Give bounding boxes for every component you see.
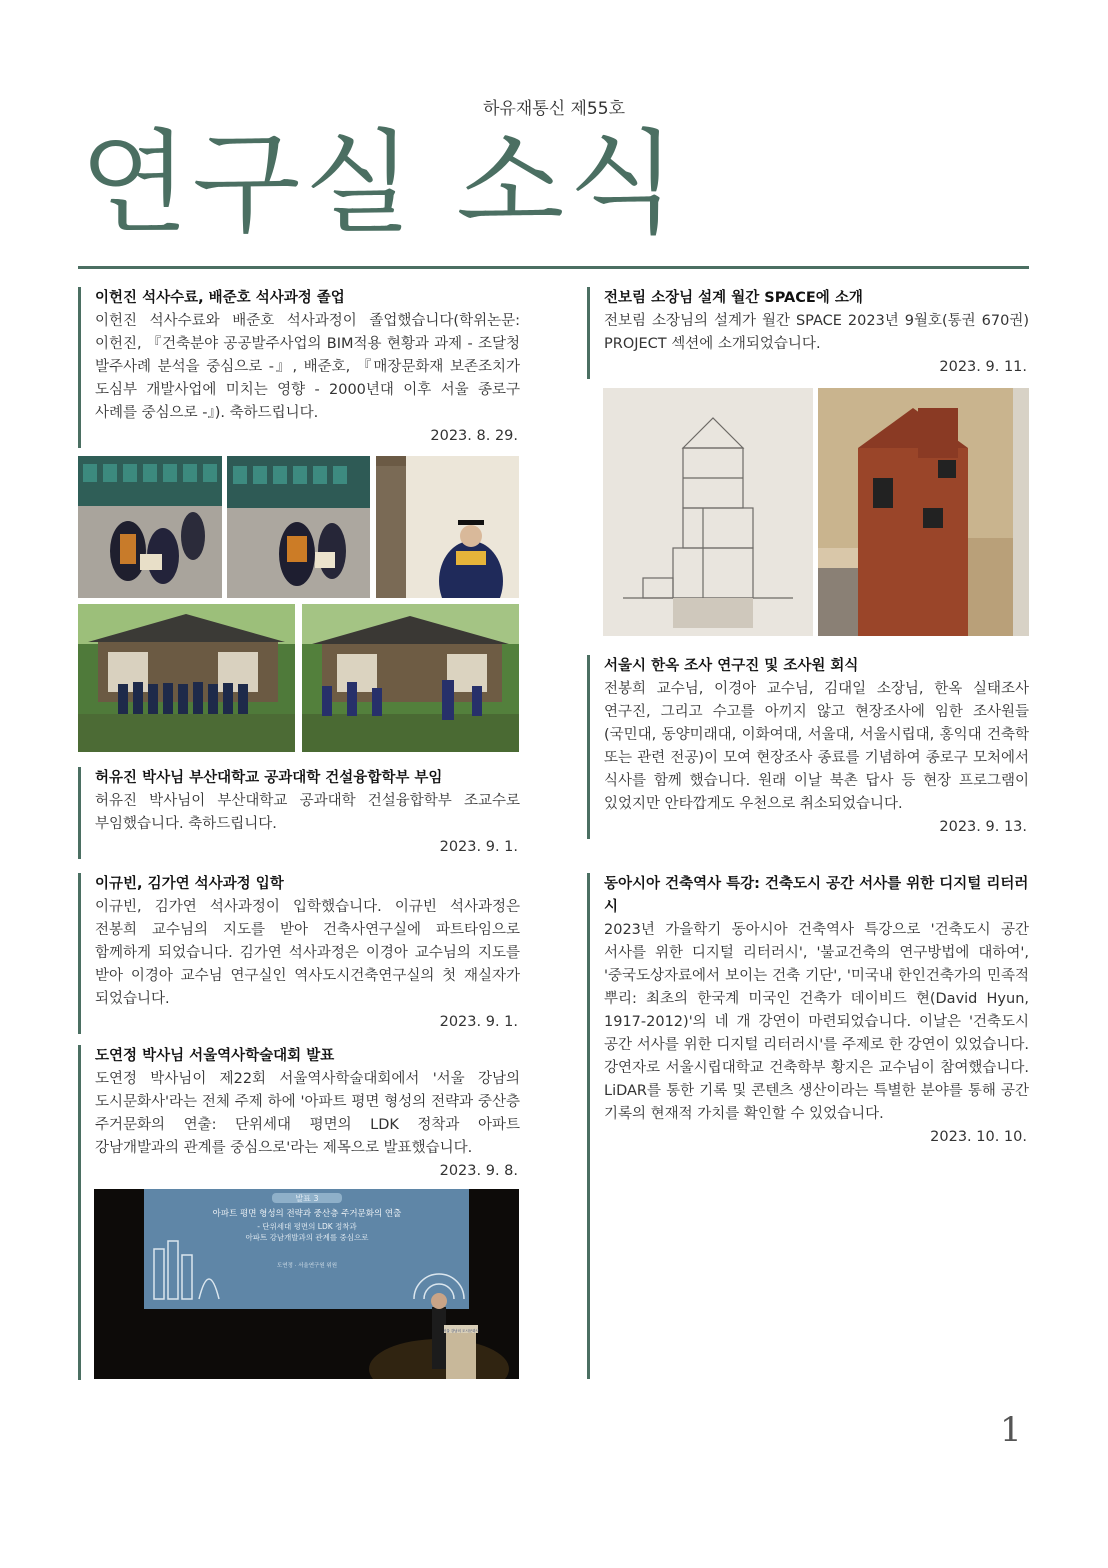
news-body: 허유진 박사님이 부산대학교 공과대학 건설융합학부 조교수로 부임했습니다. 축하드립니다. [95,793,520,832]
news-date: 2023. 10. 10. [930,1129,1027,1145]
news-title: 허유진 박사님 부산대학교 공과대학 건설융합학부 부임 [95,770,443,786]
news-body: 전보림 소장님의 설계가 월간 SPACE 2023년 9월호(통권 670권) PROJECT 섹션에 소개되었습니다. [604,313,1029,352]
photo-graduation-ceremony-2 [227,456,370,598]
photo-brick-building [818,388,1029,636]
news-title: 동아시아 건축역사 특강: 건축도시 공간 서사를 위한 디지털 리터러시 [604,876,1029,915]
news-title: 이규빈, 김가연 석사과정 입학 [95,876,284,892]
news-title: 도연정 박사님 서울역사학술대회 발표 [95,1048,335,1064]
slide-presenter: 도연정 · 서울연구원 위원 [276,1263,338,1269]
photo-group-hanok-2 [302,604,519,752]
news-date: 2023. 9. 11. [939,359,1027,375]
news-item-hanok-survey [587,655,1029,839]
photo-presentation-stage [94,1189,519,1379]
news-date: 2023. 9. 1. [439,839,518,855]
page-number: 1 [1000,1410,1022,1450]
news-body: 이헌진 석사수료와 배준호 석사과정이 졸업했습니다(학위논문: 이헌진, 『건축분야 공공발주사업의 BIM적용 현황과 과제 - 조달청 발주사례 분석을 중심으로 -』, 배준호, 『매장문화재 보존조치가 도심부 개발사업에 미치는 영향 - 2000년대 이후 서울 종로구 사례를 중심으로 -』). 축하드립니다. [95,313,520,421]
news-item-lecture [587,873,1029,1379]
page-title: 연구실 소식 [80,119,681,249]
photo-graduation-ceremony-1 [78,456,222,598]
news-date: 2023. 9. 8. [439,1163,518,1179]
slide-title-line1: 아파트 평면 형성의 전략과 중산층 주거문화의 연출 [212,1209,402,1219]
photo-group-hanok-1 [78,604,295,752]
news-body: 2023년 가을학기 동아시아 건축역사 특강으로 '건축도시 공간 서사를 위한 디지털 리터러시', '불교건축의 연구방법에 대하여', '중국도상자료에서 보이는 건축 기단', '미국내 한인건축가의 민족적 뿌리: 최초의 한국계 미국인 건축가 데이비드 현(David Hyun, 1917-2012)'의 네 개 강연이 마련되었습니다. 이날은 '건축도시 공간 서사를 위한 디지털 리터러시'를 주제로 한 강연이 있었습니다. 강연자로 서울시립대학교 건축학부 황지은 교수님이 참여했습니다. LiDAR를 통한 기록 및 콘텐츠 생산이라는 특별한 분야를 통해 공간 기록의 현재적 가치를 확인할 수 있었습니다. [604,922,1029,1122]
photo-graduate-portrait [376,456,519,598]
photo-section-drawing [603,388,813,636]
slide-tag: 발표 3 [295,1194,319,1203]
news-item-graduation [78,287,520,448]
slide-title-line3: 아파트 강남개발과의 관계를 중심으로 [245,1233,369,1242]
news-body: 이규빈, 김가연 석사과정이 입학했습니다. 이규빈 석사과정은 전봉희 교수님의 지도를 받아 건축사연구실에 파트타임으로 함께하게 되었습니다. 김가연 석사과정은 이경아 교수님의 지도를 받아 이경아 교수님 연구실인 역사도시건축연구실의 첫 재실자가 되었습니다. [95,899,520,1007]
news-date: 2023. 8. 29. [430,428,518,444]
news-title: 서울시 한옥 조사 연구진 및 조사원 회식 [604,658,859,674]
news-item-appointment [78,767,520,859]
issue-label: 하유재통신 제55호 [483,99,625,119]
news-title: 이헌진 석사수료, 배준호 석사과정 졸업 [95,290,345,306]
news-body: 도연정 박사님이 제22회 서울역사학술대회에서 '서울 강남의 도시문화사'라는 전체 주제 하에 '아파트 평면 형성의 전략과 중산층 주거문화의 연출: 단위세대 평면의 LDK 정착과 아파트 강남개발과의 관계를 중심으로'라는 제목으로 발표했습니다. [95,1071,520,1156]
slide-title-line2: - 단위세대 평면의 LDK 정착과 [257,1222,357,1231]
title-rule [78,266,1029,269]
news-item-space-magazine [587,287,1029,379]
news-date: 2023. 9. 1. [439,1014,518,1030]
news-date: 2023. 9. 13. [939,819,1027,835]
news-body: 전봉희 교수님, 이경아 교수님, 김대일 소장님, 한옥 실태조사 연구진, 그리고 수고를 아끼지 않고 현장조사에 임한 조사원들(국민대, 동양미래대, 이화여대, 서울대, 서울시립대, 홍익대 건축학 또는 관련 전공)이 모여 현장조사 종료를 기념하여 종로구 모처에서 식사를 함께 했습니다. 원래 이날 북촌 답사 등 현장 프로그램이 있었지만 안타깝게도 우천으로 취소되었습니다. [604,681,1029,812]
news-title: 전보림 소장님 설계 월간 SPACE에 소개 [604,290,863,306]
podium-sign: 서울 강남의 도시문화사 [442,1329,480,1333]
news-item-admission [78,873,520,1034]
